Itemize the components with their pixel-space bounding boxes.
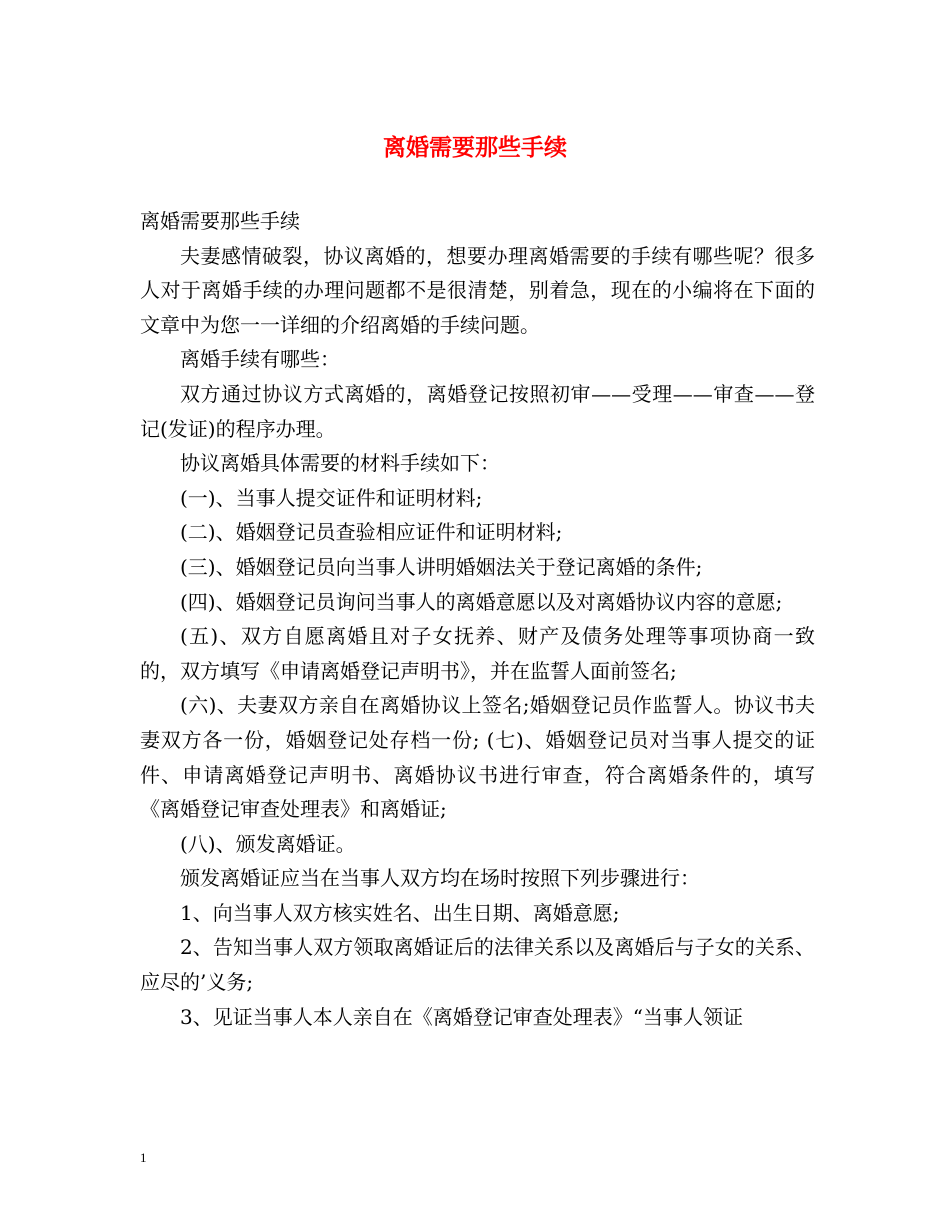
paragraph: (六)、夫妻双方亲自在离婚协议上签名;婚姻登记员作监誓人。协议书夫妻双方各一份，婚姻登记处存档一份; (七)、婚姻登记员对当事人提交的证件、申请离婚登记声明书、离婚协议书进行审查，符合离婚条件的，填写《离婚登记审查处理表》和离婚证; [140, 693, 815, 822]
paragraph: (五)、双方自愿离婚且对子女抚养、财产及债务处理等事项协商一致的，双方填写《申请离婚登记声明书》，并在监誓人面前签名; [140, 624, 815, 683]
paragraph: (四)、婚姻登记员询问当事人的离婚意愿以及对离婚协议内容的意愿; [180, 589, 783, 614]
paragraph: 离婚需要那些手续 [140, 209, 300, 233]
paragraph: (一)、当事人提交证件和证明材料; [180, 485, 483, 510]
paragraph: (二)、婚姻登记员查验相应证件和证明材料; [180, 520, 563, 545]
paragraph: 2、告知当事人双方领取离婚证后的法律关系以及离婚后与子女的关系、应尽的’义务; [140, 935, 815, 995]
paragraph: 离婚手续有哪些： [180, 347, 340, 372]
paragraph: 3、见证当事人本人亲自在《离婚登记审查处理表》“当事人领证 [180, 1004, 743, 1029]
paragraph: (三)、婚姻登记员向当事人讲明婚姻法关于登记离婚的条件; [180, 554, 703, 579]
document-body [140, 204, 815, 1034]
paragraph: (八)、颁发离婚证。 [180, 831, 356, 856]
paragraph: 夫妻感情破裂，协议离婚的，想要办理离婚需要的手续有哪些呢？很多人对于离婚手续的办理问题都不是很清楚，别着急，现在的小编将在下面的文章中为您一一详细的介绍离婚的手续问题。 [140, 243, 815, 337]
page-number: 1 [140, 1150, 147, 1165]
document-title: 离婚需要那些手续 [383, 135, 567, 161]
paragraph: 1、向当事人双方核实姓名、出生日期、离婚意愿; [180, 900, 620, 925]
paragraph: 双方通过协议方式离婚的，离婚登记按照初审——受理——审查——登记(发证)的程序办理。 [140, 381, 815, 441]
paragraph: 协议离婚具体需要的材料手续如下： [180, 451, 500, 476]
paragraph: 颁发离婚证应当在当事人双方均在场时按照下列步骤进行： [180, 866, 700, 891]
